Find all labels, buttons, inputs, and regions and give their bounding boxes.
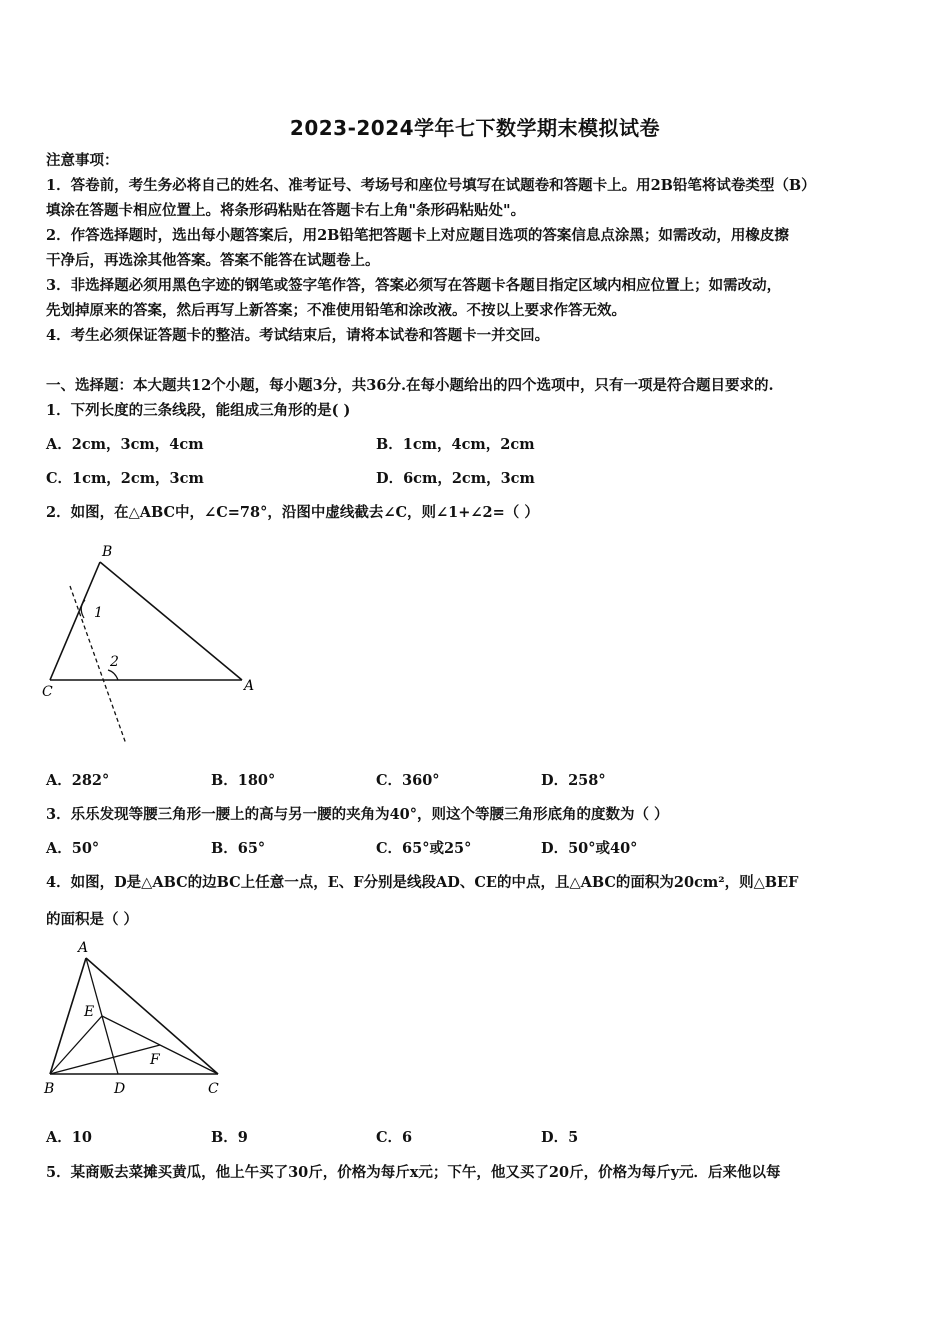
notice-heading: 注意事项： [46,152,119,169]
q2-option-a: A．282° [46,772,110,789]
q2-option-c: C．360° [376,772,440,789]
q3-option-a: A．50° [46,840,100,857]
label-a: A [244,678,255,694]
question-4-stem-line2: 的面积是（ ） [46,911,139,928]
question-4-stem-line1: 4．如图，D是△ABC的边BC上任意一点，E、F分别是线段AD、CE的中点，且△ABC的面积为20cm²，则△BEF [46,874,799,891]
side-ab [100,562,242,680]
question-2-stem: 2．如图，在△ABC中，∠C=78°，沿图中虚线截去∠C，则∠1+∠2=（ ） [46,504,539,521]
notice-line: 干净后，再选涂其他答案。答案不能答在试题卷上。 [46,252,380,269]
notice-line: 3．非选择题必须用黑色字迹的钢笔或签字笔作答，答案必须写在答题卡各题目指定区域内相应位置上；如需改动， [46,277,782,294]
q1-option-d: D．6cm，2cm，3cm [376,470,535,487]
label-b: B [44,1081,55,1097]
q3-option-b: B．65° [211,840,266,857]
notice-line: 填涂在答题卡相应位置上。将条形码粘贴在答题卡右上角"条形码粘贴处"。 [46,202,526,219]
q4-option-a: A．10 [46,1129,92,1146]
label-angle-2: 2 [110,654,119,670]
side-ab [50,958,86,1074]
q1-option-b: B．1cm，4cm，2cm [376,436,535,453]
q1-option-c: C．1cm，2cm，3cm [46,470,204,487]
q3-option-d: D．50°或40° [541,840,638,857]
label-f: F [150,1052,160,1068]
label-d: D [114,1081,126,1097]
label-e: E [84,1004,95,1020]
page-title: 2023-2024学年七下数学期末模拟试卷 [289,116,661,140]
label-b: B [102,544,113,560]
section-heading: 一、选择题：本大题共12个小题，每小题3分，共36分.在每小题给出的四个选项中，只有一项是符合题目要求的. [46,377,774,394]
question-3-stem: 3．乐乐发现等腰三角形一腰上的高与另一腰的夹角为40°，则这个等腰三角形底角的度数为（ ） [46,806,669,823]
label-a: A [78,940,89,956]
q4-option-d: D．5 [541,1129,579,1146]
label-c: C [208,1081,219,1097]
label-angle-1: 1 [94,605,103,621]
q1-option-a: A．2cm，3cm，4cm [46,436,204,453]
angle-1-arc [81,600,85,618]
angle-2-arc [108,670,118,680]
side-bc [50,562,100,680]
notice-line: 1．答卷前，考生务必将自己的姓名、准考证号、考场号和座位号填写在试题卷和答题卡上。用2B铅笔将试卷类型（B） [46,177,816,194]
triangle-bef-figure [38,938,238,1103]
segment-bf [50,1045,160,1074]
notice-line: 2．作答选择题时，选出每小题答案后，用2B铅笔把答题卡上对应题目选项的答案信息点涂黑；如需改动，用橡皮擦 [46,227,789,244]
q2-option-b: B．180° [211,772,276,789]
notice-line: 先划掉原来的答案，然后再写上新答案；不准使用铅笔和涂改液。不按以上要求作答无效。 [46,302,626,319]
label-c: C [42,684,53,700]
triangle-abc-figure [38,538,268,753]
question-1-stem: 1．下列长度的三条线段，能组成三角形的是( ) [46,402,351,419]
q3-option-c: C．65°或25° [376,840,472,857]
q2-option-d: D．258° [541,772,606,789]
q4-option-b: B．9 [211,1129,248,1146]
question-5-stem: 5．某商贩去菜摊买黄瓜，他上午买了30斤，价格为每斤x元；下午，他又买了20斤，价格为每斤y元．后来他以每 [46,1164,781,1181]
notice-line: 4．考生必须保证答题卡的整洁。考试结束后，请将本试卷和答题卡一并交回。 [46,327,550,344]
segment-be [50,1016,102,1074]
q4-option-c: C．6 [376,1129,413,1146]
